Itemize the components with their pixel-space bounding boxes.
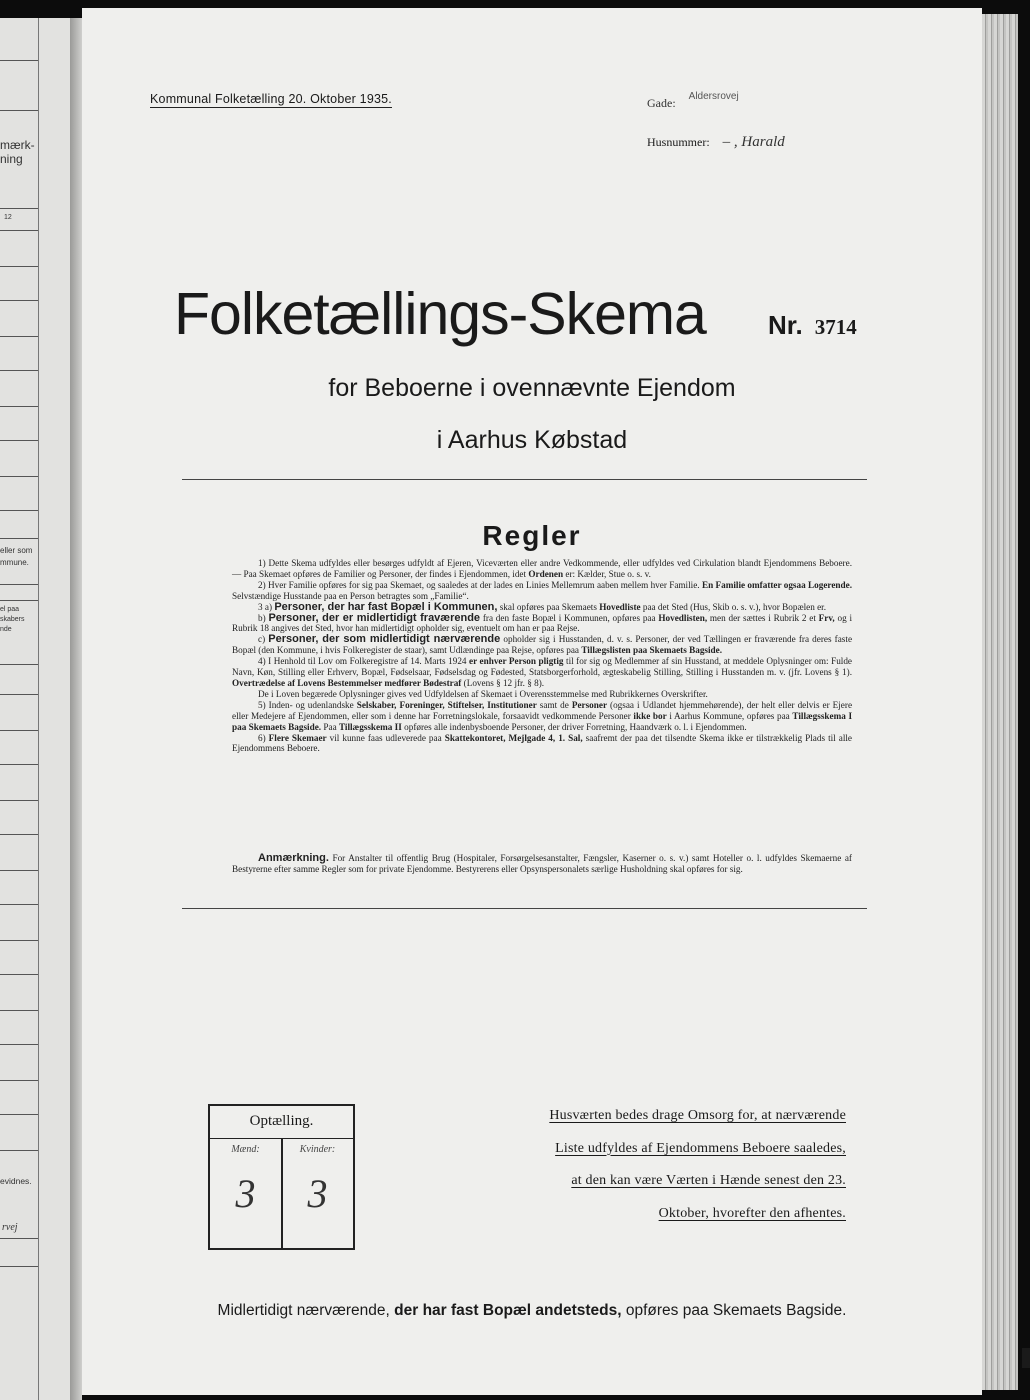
rule-1: 1) Dette Skema udfyldes eller besørges udfyldt af Ejeren, Viceværten eller andre Vedkommende, eller udfyldes ved Cirkulation blandt Ejendommens Beboere. — Paa Skemaet opføres de Familier og Personer, der findes i Ejendommen, idet Ordenen er: Kælder, Stue o. s. v.: [232, 558, 852, 579]
left-page-rule: [0, 1266, 38, 1267]
rule-6: 6) Flere Skemaer vil kunne faas udleverede paa Skattekontoret, Mejlgade 4, 1. Sal, saafremt der paa det tilsendte Skema ikke er tilstrækkelig Plads til alle Ejendommens Beboere.: [232, 732, 853, 754]
landlord-notice: [510, 1100, 846, 1230]
footer-note: Midlertidigt nærværende, der har fast Bopæl andetsteds, opføres paa Skemaets Bagside.: [217, 1302, 847, 1319]
notice-line: at den kan være Værten i Hænde senest den 23.: [571, 1173, 846, 1188]
remark-text: For Anstalter til offentlig Brug (Hospitaler, Forsørgelsesanstalter, Fængsler, Kaserner o. s. v.) samt Hoteller o. l. udfyldes Skemaerne af Bestyrerne efter samme Regler som for private Ejendomme. Bestyrerens eller Opsynspersonalets særlige Husholdning skal opføres for sig.: [232, 853, 852, 874]
notice-line: Oktober, hvorefter den afhentes.: [658, 1205, 846, 1221]
left-facing-page: [0, 18, 70, 1400]
street-label: Gade:: [647, 96, 676, 110]
census-form-page: [82, 8, 982, 1395]
left-page-rule: [0, 834, 38, 835]
rule-2: 2) Hver Familie opføres for sig paa Skemaet, og saaledes at der lades en Linies Mellemrum aaben mellem hver Familie. En Familie omfatter ogsaa Logerende. Selvstændige Husstande paa en Person betragtes som „Familie“.: [232, 579, 852, 601]
left-page-rule: [0, 1150, 38, 1151]
men-label: Mænd:: [231, 1144, 260, 1155]
form-number-value: 3714: [814, 315, 857, 339]
women-count: 3: [307, 1171, 328, 1216]
form-subtitle: for Beboerne i ovennævnte Ejendom: [328, 374, 736, 402]
left-page-rule: [0, 1114, 38, 1115]
left-page-column-line: [38, 18, 39, 1400]
left-page-text: ning: [0, 152, 23, 166]
rule-3a: 3 a) Personer, der har fast Bopæl i Kommunen, skal opføres paa Skemaets Hovedliste paa det Sted (Hus, Skib o. s. v.), hvor Bopælen er.: [258, 600, 827, 613]
left-page-rule: [0, 230, 38, 231]
divider: [182, 479, 867, 480]
left-page-rule: [0, 406, 38, 407]
house-number-field: [647, 134, 785, 151]
left-page-text: mærk-: [0, 138, 35, 152]
form-number-label: Nr.: [768, 310, 803, 340]
left-page-rule: [0, 664, 38, 665]
left-page-text: mmune.: [0, 558, 29, 567]
left-page-rule: [0, 800, 38, 801]
scan-mark: [1022, 1348, 1030, 1368]
men-count: 3: [235, 1171, 256, 1216]
left-page-rule: [0, 1238, 38, 1239]
count-box: [208, 1104, 355, 1250]
count-title: Optælling.: [210, 1106, 353, 1139]
left-page-text: eller som: [0, 546, 33, 555]
left-page-rule: [0, 870, 38, 871]
left-page-rule: [0, 538, 38, 539]
left-page-rule: [0, 476, 38, 477]
house-number-label: Husnummer:: [647, 135, 710, 149]
left-page-rule: [0, 510, 38, 511]
left-page-handwriting: rvej: [2, 1222, 18, 1233]
form-subtitle-city: i Aarhus Købstad: [436, 426, 628, 454]
left-page-rule: [0, 904, 38, 905]
left-page-rule: [0, 1044, 38, 1045]
left-page-rule: [0, 694, 38, 695]
left-page-rule: [0, 208, 38, 209]
rule-3b: b) Personer, der er midlertidigt fraværende fra den faste Bopæl i Kommunen, opføres paa Hovedlisten, men der sættes i Rubrik 2 et Frv, og i Rubrik 18 angives det Sted, hvor han midlertidigt opholder sig, eventuelt om han er paa Rejse.: [232, 611, 853, 634]
rules-heading: Regler: [482, 520, 582, 551]
left-page-rule: [0, 1010, 38, 1011]
rule-5: 5) Inden- og udenlandske Selskaber, Foreninger, Stiftelser, Institutioner samt de Personer (ogsaa i Udlandet hjemmehørende), der helt eller delvis er Ejere eller Medejere af Ejendommen, eller som i denne har Forretningslokale, forsaavidt vedkommende Personer ikke bor i Aarhus Kommune, opføres paa Tillægsskema I paa Skemaets Bagside. Paa Tillægsskema II opføres alle indenbysboende Personer, der driver Forretning, Haandværk o. l. i Ejendommen.: [232, 699, 853, 732]
house-number-value: – , Harald: [722, 134, 785, 150]
rule-3c: c) Personer, der som midlertidigt nærværende opholder sig i Husstanden, d. v. s. Personer, der ved Tællingen er fraværende fra deres faste Bopæl (den Kommune, i hvis Folkeregister de staar), samt Udlændinge paa Rejse, opføres paa Tillægslisten paa Skemaets Bagside.: [232, 633, 853, 656]
census-title: Kommunal Folketælling 20. Oktober 1935.: [150, 92, 392, 106]
left-page-rule: [0, 266, 38, 267]
divider: [182, 908, 867, 909]
left-page-rule: [0, 940, 38, 941]
left-page-rule: [0, 60, 38, 61]
left-page-rule: [0, 336, 38, 337]
notice-line: Liste udfyldes af Ejendommens Beboere saaledes,: [555, 1140, 846, 1156]
women-label: Kvinder:: [299, 1144, 336, 1155]
left-page-rule: [0, 110, 38, 111]
book-gutter: [70, 18, 82, 1400]
left-page-text: nde: [0, 626, 12, 633]
remark: [232, 853, 852, 875]
left-page-rule: [0, 584, 38, 585]
left-page-text: skabers: [0, 616, 25, 623]
left-page-text: evidnes.: [0, 1176, 32, 1186]
form-number: [768, 310, 857, 341]
left-page-rule: [0, 730, 38, 731]
left-page-rule: [0, 370, 38, 371]
rule-4-note: De i Loven begærede Oplysninger gives ved Udfyldelsen af Skemaet i Overensstemmelse med Rubrikkernes Overskrifter.: [258, 688, 708, 699]
left-page-rule: [0, 440, 38, 441]
left-page-text: 12: [4, 214, 12, 221]
street-field: [647, 91, 739, 111]
left-page-rule: [0, 300, 38, 301]
left-page-rule: [0, 764, 38, 765]
rule-4: 4) I Henhold til Lov om Folkeregistre af 14. Marts 1924 er enhver Person pligtig til for sig og Medlemmer af sin Husstand, at meddele Oplysninger om: Fulde Navn, Køn, Stilling eller Erhverv, Bopæl, Fødselsaar, Fødselsdag og Fødested, Statsborgerforhold, ægteskabelig Stilling, Stilling i Husstanden m. v. (jfr. Lovens § 1). Overtrædelse af Lovens Bestemmelser medfører Bødestraf (Lovens § 12 jfr. § 8).: [232, 656, 853, 688]
left-page-rule: [0, 1080, 38, 1081]
left-page-rule: [0, 974, 38, 975]
rules-text: [232, 558, 852, 754]
left-page-rule: [0, 600, 38, 601]
page-edges: [982, 14, 1018, 1390]
street-value: Aldersrovej: [688, 91, 739, 102]
form-title: Folketællings-Skema: [174, 281, 706, 347]
left-page-text: el paa: [0, 606, 20, 613]
notice-line: Husværten bedes drage Omsorg for, at nærværende: [549, 1108, 846, 1123]
remark-label: Anmærkning.: [258, 852, 329, 864]
